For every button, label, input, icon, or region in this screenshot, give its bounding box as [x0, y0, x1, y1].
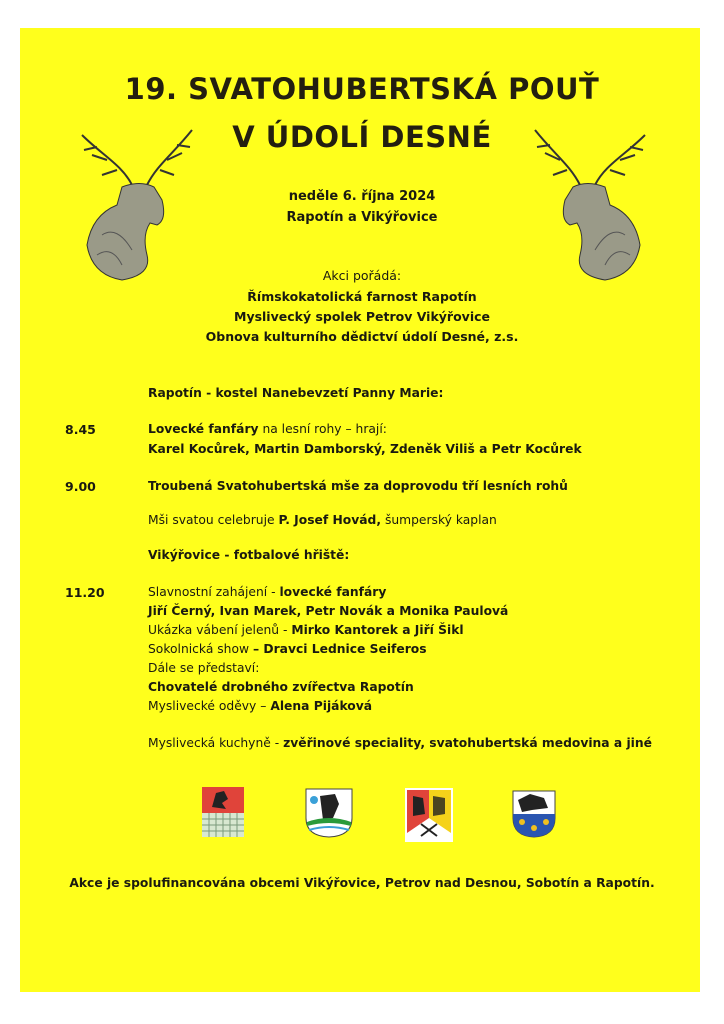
- program-time: 9.00: [65, 479, 96, 494]
- program-line: [148, 442, 582, 456]
- vikyrovice-crest-icon: [305, 788, 353, 838]
- program-text: na lesní rohy – hrají:: [258, 422, 387, 436]
- program-text: Myslivecké oděvy –: [148, 699, 271, 713]
- program-text: Troubená Svatohubertská mše za doprovodu tří lesních rohů: [148, 479, 568, 493]
- program-text: Vikýřovice - fotbalové hřiště:: [148, 548, 350, 562]
- deer-head-right-image: [515, 125, 665, 285]
- program-text: šumperský kaplan: [381, 513, 497, 527]
- footer-funding-note: Akce je spolufinancována obcemi Vikýřovice, Petrov nad Desnou, Sobotín a Rapotín.: [69, 876, 655, 890]
- program-text: zvěřinové speciality, svatohubertská medovina a jiné: [283, 736, 652, 750]
- program-time: 8.45: [65, 422, 96, 437]
- rapotin-crest-icon: [202, 787, 244, 837]
- program-line: [148, 513, 497, 527]
- program-text: Mirko Kantorek a Jiří Šikl: [291, 623, 464, 637]
- program-line: [148, 479, 568, 493]
- program-text: Karel Kocůrek, Martin Damborský, Zdeněk Viliš a Petr Kocůrek: [148, 442, 582, 456]
- title-line-1: 19. SVATOHUBERTSKÁ POUŤ: [124, 72, 600, 106]
- program-line: [148, 604, 508, 618]
- title-line-2: V ÚDOLÍ DESNÉ: [232, 120, 492, 154]
- program-text: Lovecké fanfáry: [148, 422, 259, 436]
- program-line: [148, 736, 652, 750]
- program-text: Slavnostní zahájení -: [148, 585, 280, 599]
- program-line: [148, 585, 386, 599]
- program-text: Myslivecká kuchyně -: [148, 736, 284, 750]
- program-line: [148, 699, 372, 713]
- program-line: [148, 548, 349, 562]
- program-time: 11.20: [65, 585, 105, 600]
- organizer: Římskokatolická farnost Rapotín: [247, 289, 477, 304]
- program-line: [148, 661, 259, 675]
- program-text: Chovatelé drobného zvířectva Rapotín: [148, 680, 414, 694]
- program-text: Dále se představí:: [148, 661, 260, 675]
- program-text: P. Josef Hovád,: [278, 513, 382, 527]
- program-line: [148, 422, 387, 436]
- program-line: [148, 642, 427, 656]
- program-line: [148, 386, 443, 400]
- program-text: Mši svatou celebruje: [148, 513, 279, 527]
- sobotin-crest-icon: [405, 788, 453, 842]
- program-text: Alena Pijáková: [270, 699, 373, 713]
- program-line: [148, 680, 414, 694]
- event-place: Rapotín a Vikýřovice: [286, 210, 438, 225]
- program-line: [148, 623, 464, 637]
- organizers-label: Akci pořádá:: [322, 268, 402, 283]
- organizer: Myslivecký spolek Petrov Vikýřovice: [234, 309, 490, 324]
- petrov-crest-icon: [512, 790, 556, 838]
- organizer: Obnova kulturního dědictví údolí Desné, z.s.: [205, 329, 519, 344]
- program-text: – Dravci Lednice Seiferos: [252, 642, 427, 656]
- program-text: Rapotín - kostel Nanebevzetí Panny Marie:: [148, 386, 444, 400]
- program-text: Ukázka vábení jelenů -: [148, 623, 292, 637]
- event-date: neděle 6. října 2024: [288, 189, 436, 204]
- program-text: Sokolnická show: [148, 642, 253, 656]
- deer-head-left-image: [62, 125, 212, 285]
- program-text: Jiří Černý, Ivan Marek, Petr Novák a Monika Paulová: [148, 604, 509, 618]
- program-text: lovecké fanfáry: [279, 585, 387, 599]
